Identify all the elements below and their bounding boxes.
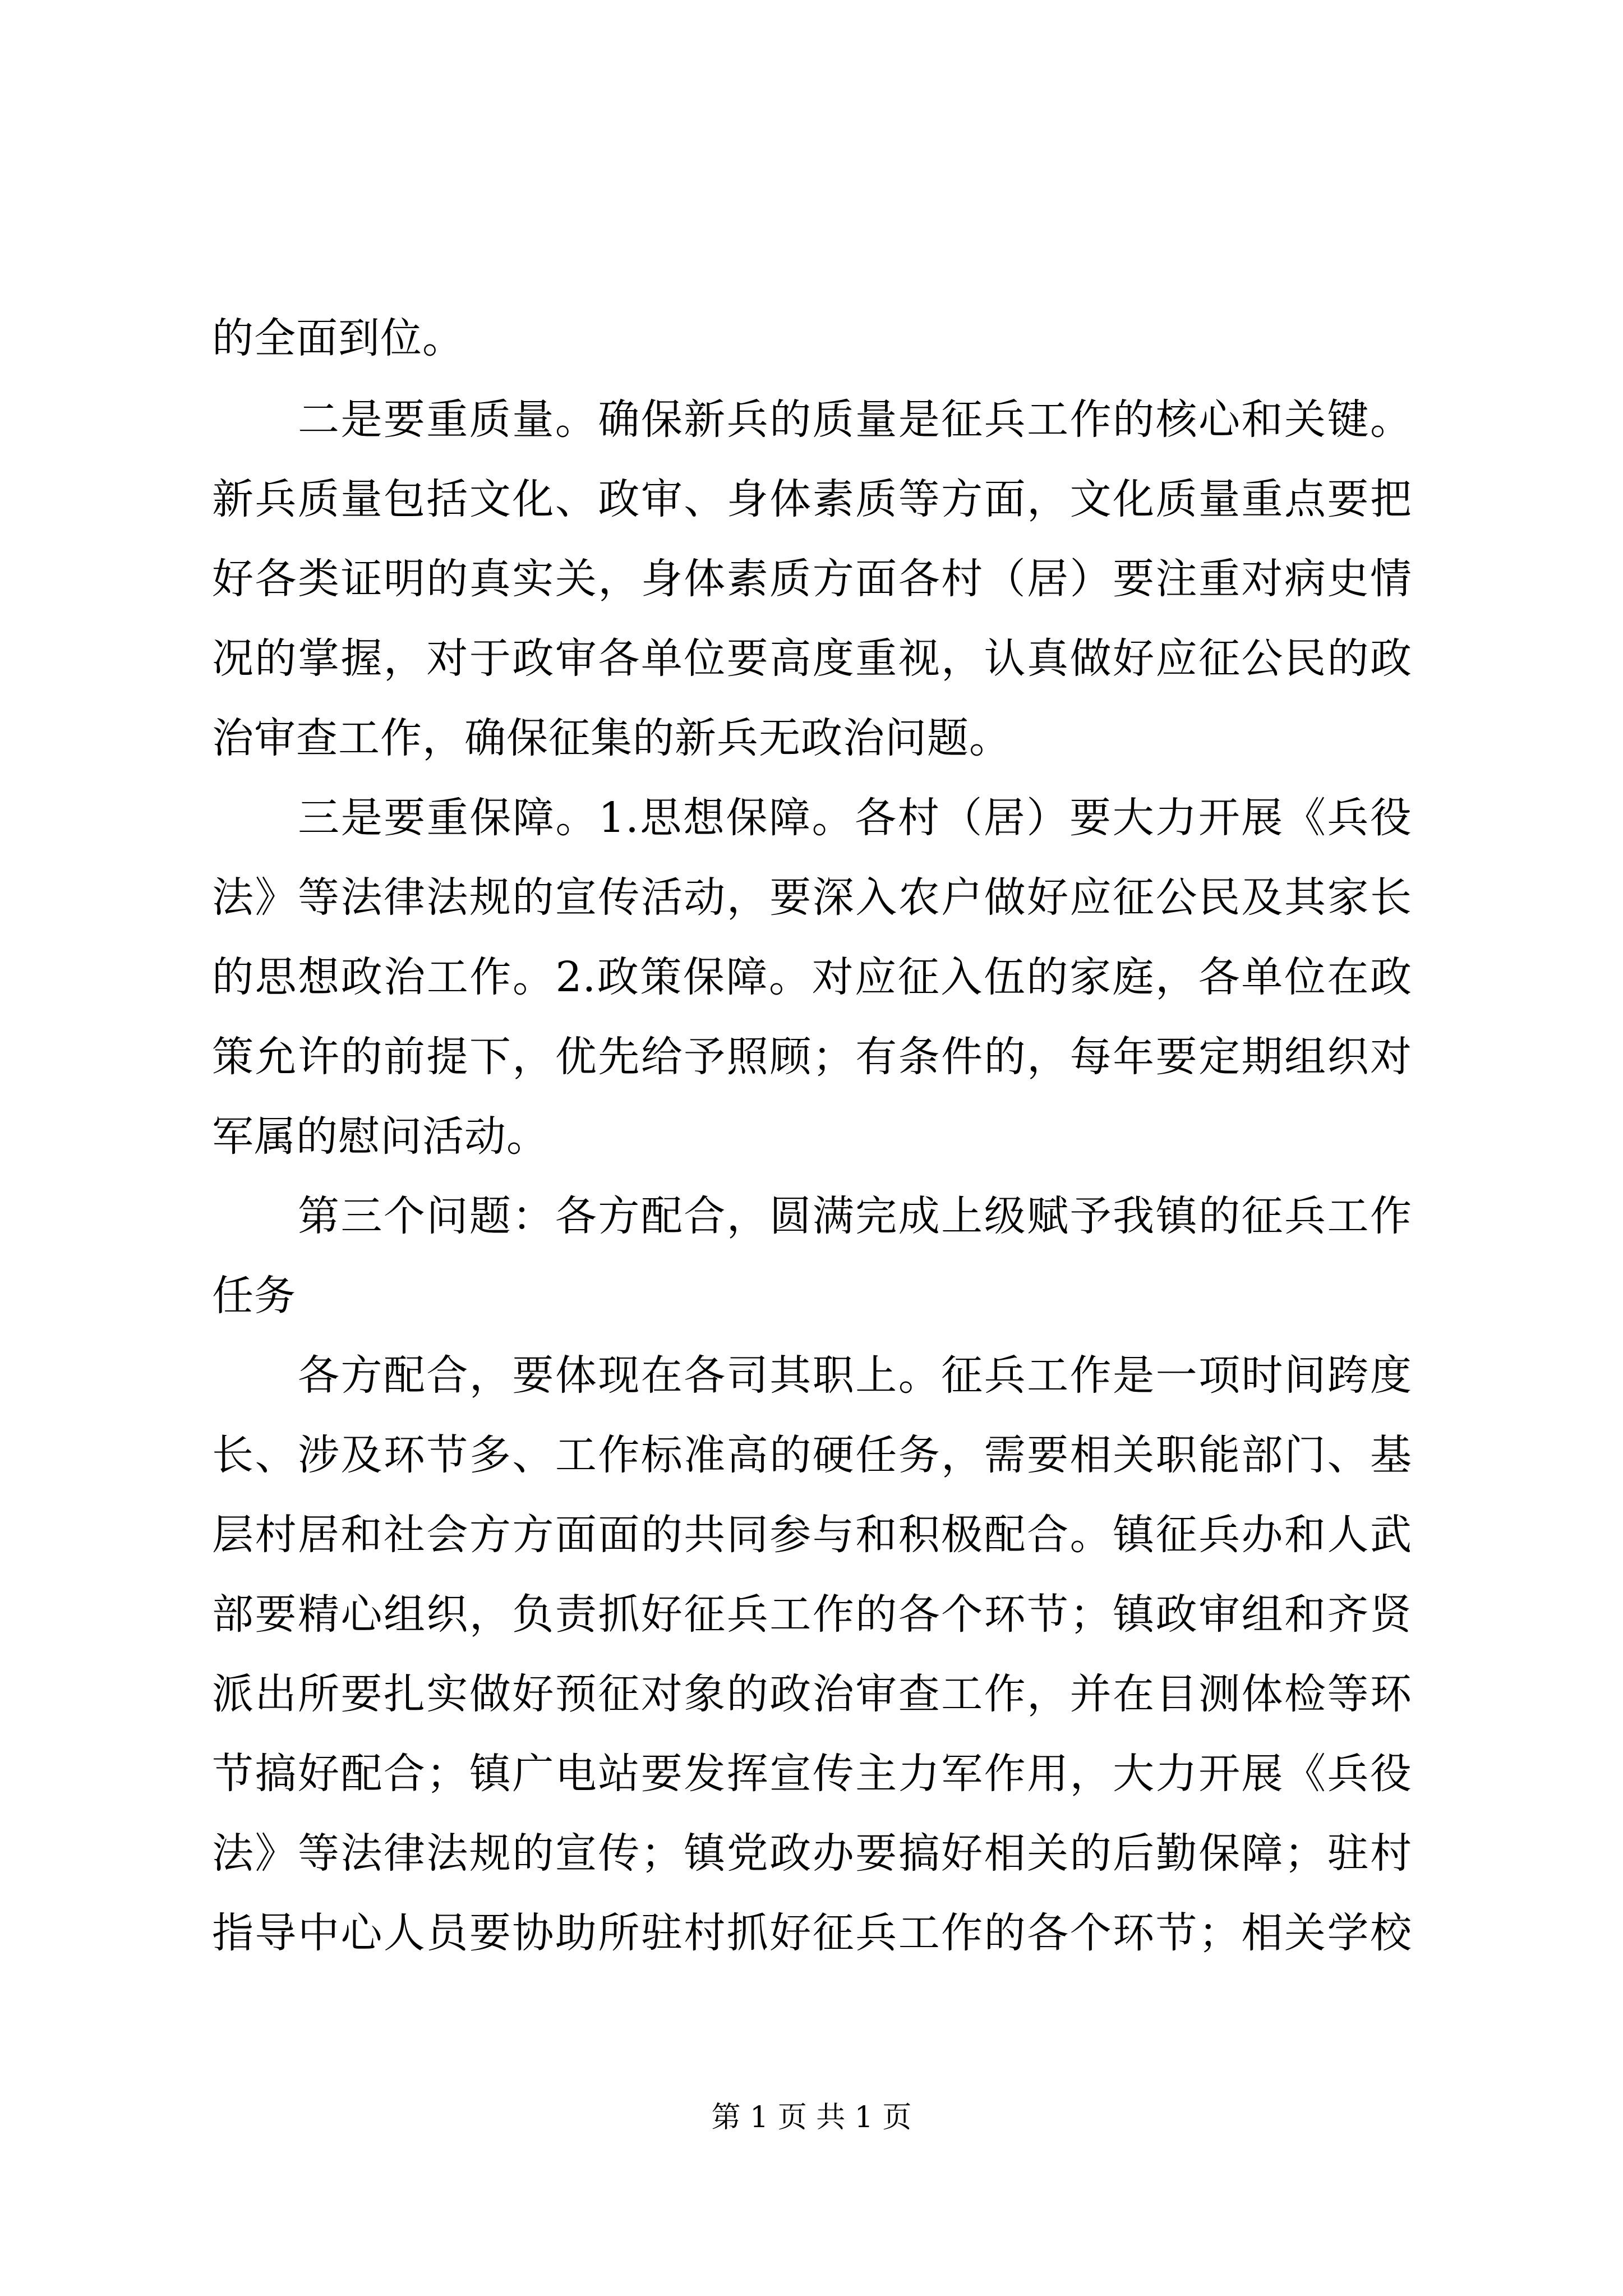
text-line: 况的掌握，对于政审各单位要高度重视，认真做好应征公民的政 — [212, 634, 1412, 683]
text-line: 派出所要扎实做好预征对象的政治审查工作，并在目测体检等环 — [212, 1670, 1412, 1718]
page-number-footer: 第 1 页 共 1 页 — [711, 2101, 912, 2134]
text-line: 策允许的前提下，优先给予照顾；有条件的，每年要定期组织对 — [212, 1033, 1412, 1081]
text-line: 法》等法律法规的宣传活动，要深入农户做好应征公民及其家长 — [212, 873, 1412, 922]
text-line: 新兵质量包括文化、政审、身体素质等方面，文化质量重点要把 — [212, 475, 1412, 523]
text-line: 二是要重质量。确保新兵的质量是征兵工作的核心和关键。 — [212, 395, 1412, 444]
text-line: 三是要重保障。1.思想保障。各村（居）要大力开展《兵役 — [212, 794, 1412, 842]
text-line: 层村居和社会方方面面的共同参与和积极配合。镇征兵办和人武 — [212, 1511, 1412, 1559]
text-line: 的全面到位。 — [212, 314, 464, 362]
text-line: 好各类证明的真实关，身体素质方面各村（居）要注重对病史情 — [212, 555, 1412, 603]
text-line: 军属的慰问活动。 — [212, 1112, 548, 1161]
section-heading-line: 第三个问题：各方配合，圆满完成上级赋予我镇的征兵工作 — [212, 1192, 1412, 1240]
text-line: 长、涉及环节多、工作标准高的硬任务，需要相关职能部门、基 — [212, 1431, 1412, 1479]
section-heading-line: 任务 — [212, 1272, 296, 1320]
text-line: 法》等法律法规的宣传；镇党政办要搞好相关的后勤保障；驻村 — [212, 1829, 1412, 1878]
text-line: 各方配合，要体现在各司其职上。征兵工作是一项时间跨度 — [212, 1351, 1412, 1400]
text-line: 部要精心组织，负责抓好征兵工作的各个环节；镇政审组和齐贤 — [212, 1590, 1412, 1639]
text-line: 节搞好配合；镇广电站要发挥宣传主力军作用，大力开展《兵役 — [212, 1750, 1412, 1798]
text-line: 指导中心人员要协助所驻村抓好征兵工作的各个环节；相关学校 — [212, 1909, 1412, 1957]
text-line: 的思想政治工作。2.政策保障。对应征入伍的家庭，各单位在政 — [212, 953, 1412, 1001]
text-line: 治审查工作，确保征集的新兵无政治问题。 — [212, 714, 1011, 762]
